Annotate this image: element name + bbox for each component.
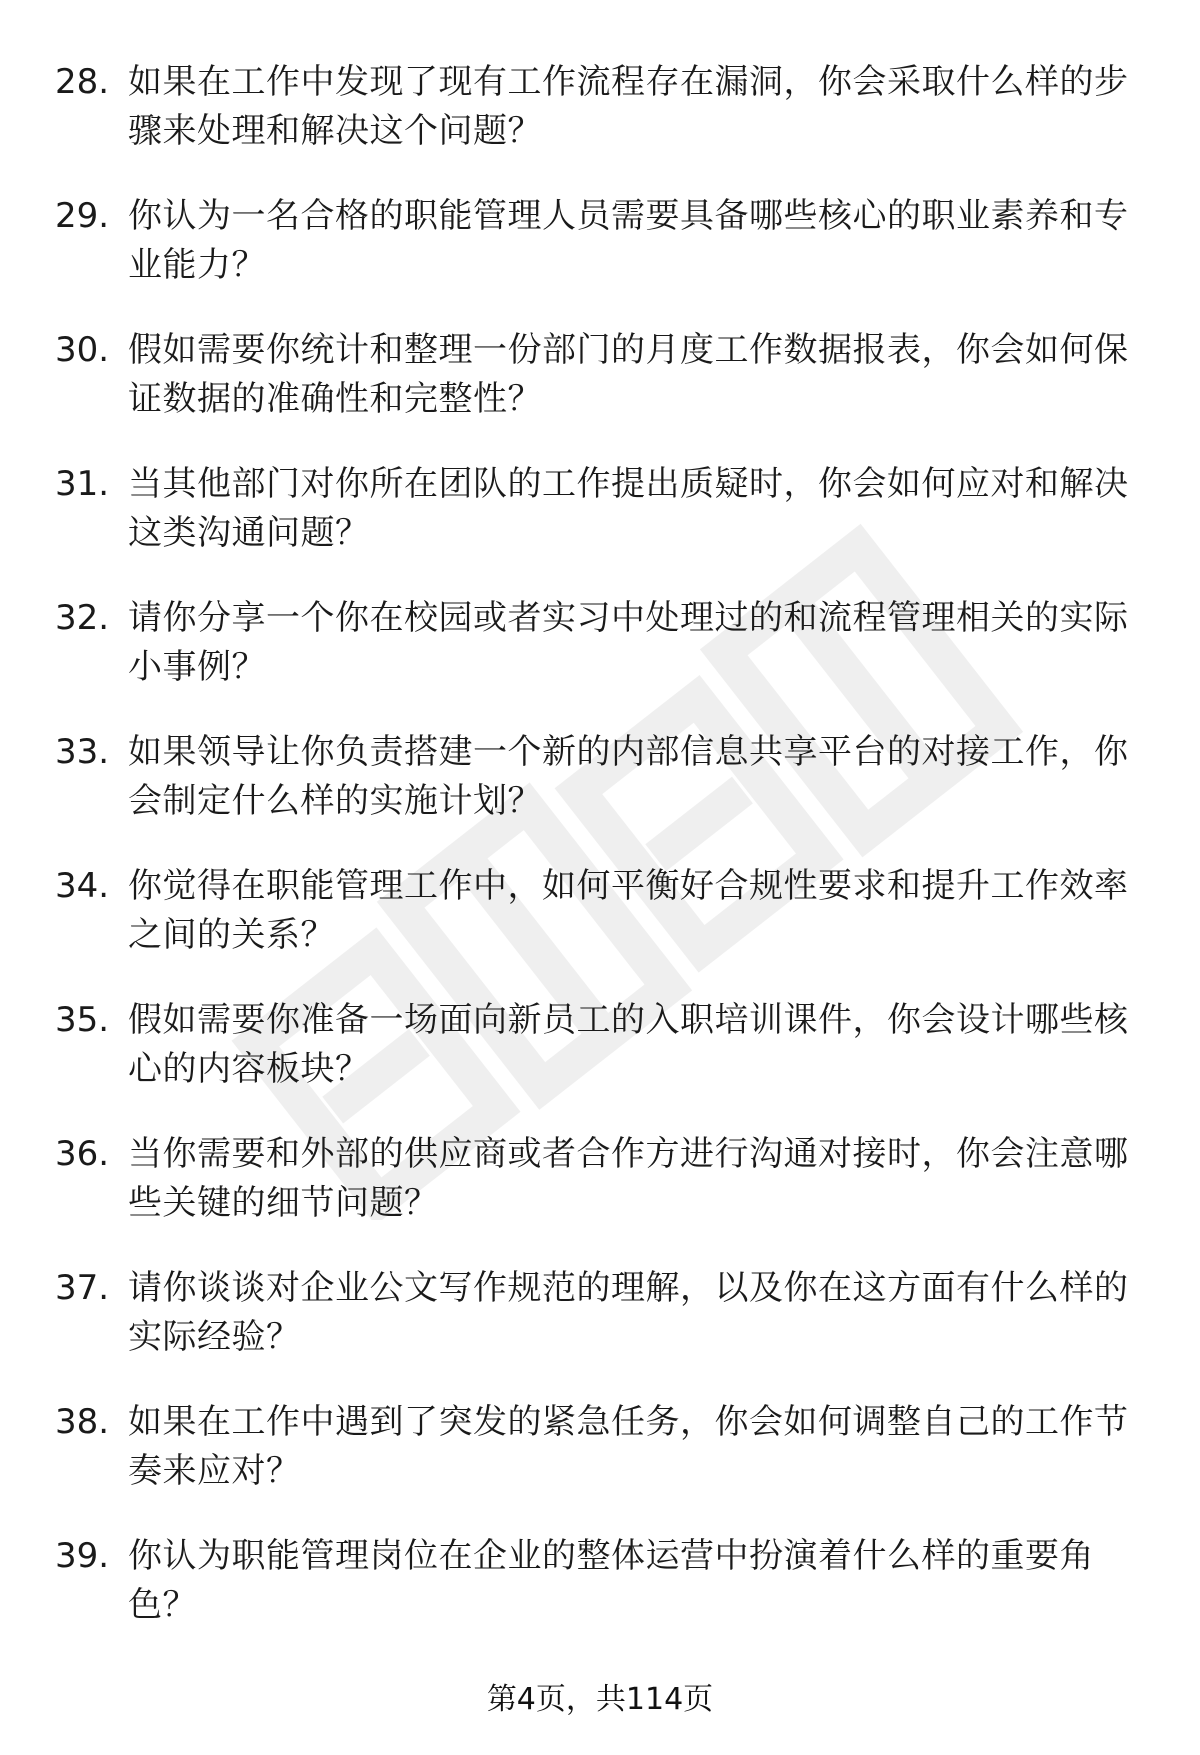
question-number: 32. — [55, 598, 110, 638]
question-item-39 — [55, 1532, 1145, 1666]
question-text: 当其他部门对你所在团队的工作提出质疑时，你会如何应对和解决这类沟通问题？ — [128, 464, 1129, 553]
page-footer: 第4页，共114页 — [486, 1682, 714, 1717]
question-text: 你认为职能管理岗位在企业的整体运营中扮演着什么样的重要角色？ — [128, 1536, 1094, 1625]
question-item-33 — [55, 728, 1145, 862]
question-number: 35. — [55, 1000, 110, 1040]
question-item-34 — [55, 862, 1145, 996]
question-item-32 — [55, 594, 1145, 728]
question-text: 请你谈谈对企业公文写作规范的理解，以及你在这方面有什么样的实际经验？ — [128, 1268, 1129, 1357]
question-text: 如果在工作中遇到了突发的紧急任务，你会如何调整自己的工作节奏来应对？ — [128, 1402, 1129, 1491]
question-number: 39. — [55, 1536, 110, 1576]
question-text: 如果领导让你负责搭建一个新的内部信息共享平台的对接工作，你会制定什么样的实施计划？ — [128, 732, 1129, 821]
question-number: 29. — [55, 196, 110, 236]
question-text: 假如需要你统计和整理一份部门的月度工作数据报表，你会如何保证数据的准确性和完整性？ — [128, 330, 1129, 419]
question-item-31 — [55, 460, 1145, 594]
question-item-29 — [55, 192, 1145, 326]
question-item-36 — [55, 1130, 1145, 1264]
question-text: 你觉得在职能管理工作中，如何平衡好合规性要求和提升工作效率之间的关系？ — [128, 866, 1129, 955]
question-item-30 — [55, 326, 1145, 460]
question-list — [55, 58, 1145, 1666]
question-number: 33. — [55, 732, 110, 772]
question-number: 38. — [55, 1402, 110, 1442]
question-item-35 — [55, 996, 1145, 1130]
question-item-38 — [55, 1398, 1145, 1532]
question-number: 28. — [55, 62, 110, 102]
question-text: 当你需要和外部的供应商或者合作方进行沟通对接时，你会注意哪些关键的细节问题？ — [128, 1134, 1129, 1223]
question-number: 30. — [55, 330, 110, 370]
question-text: 你认为一名合格的职能管理人员需要具备哪些核心的职业素养和专业能力？ — [128, 196, 1129, 285]
question-number: 36. — [55, 1134, 110, 1174]
question-number: 34. — [55, 866, 110, 906]
question-text: 请你分享一个你在校园或者实习中处理过的和流程管理相关的实际小事例？ — [128, 598, 1129, 687]
question-text: 假如需要你准备一场面向新员工的入职培训课件，你会设计哪些核心的内容板块？ — [128, 1000, 1129, 1089]
question-item-28 — [55, 58, 1145, 192]
question-number: 31. — [55, 464, 110, 504]
question-text: 如果在工作中发现了现有工作流程存在漏洞，你会采取什么样的步骤来处理和解决这个问题？ — [128, 62, 1129, 151]
question-item-37 — [55, 1264, 1145, 1398]
question-number: 37. — [55, 1268, 110, 1308]
